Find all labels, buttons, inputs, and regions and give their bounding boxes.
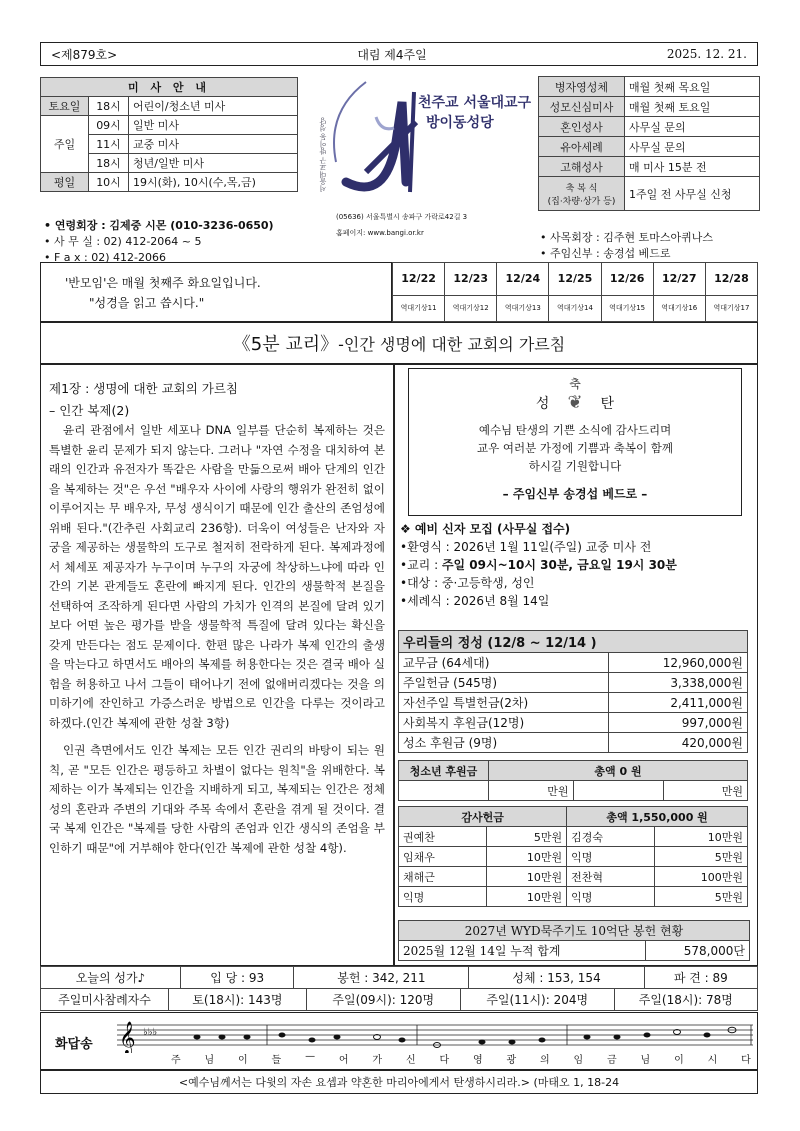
psalm-lyrics: 주 님 이 들 — 어 가 신 다 영 광 의 임 금 님 이 시 다: [171, 1051, 751, 1066]
logo-name-2: 방이동성당: [426, 115, 494, 131]
issue-date: 2025. 12. 21.: [666, 47, 747, 61]
article-subheading: – 인간 복제(2): [49, 403, 130, 418]
catechumen-class: •교리 : 주일 09시~10시 30분, 금요일 19시 30분: [400, 558, 677, 572]
hymn-entrance: 입 당 : 93: [181, 967, 294, 989]
greeting-line-3: 하시길 기원합니다: [528, 459, 622, 473]
reading-books-row: 역대기상11 역대기상12 역대기상13 역대기상14 역대기상15 역대기상16 역대기상17: [393, 295, 758, 321]
contact-info: [44, 218, 302, 266]
music-staff-icon: [117, 1019, 753, 1053]
sacrament-row: 성모신심미사 매월 첫째 토요일: [539, 97, 760, 117]
mass-row: 토요일 18시 어린이/청소년 미사: [41, 97, 298, 116]
donor-row: 권예찬 5만원 김경숙 10만원: [399, 827, 748, 847]
logo-name-1: 천주교 서울대교구: [418, 95, 532, 111]
psalm-label: 화답송: [55, 1037, 93, 1052]
hymn-offertory: 봉헌 : 342, 211: [294, 967, 469, 989]
attendance-label: 주일미사참례자수: [41, 989, 169, 1011]
greeting-tan: 탄: [600, 395, 615, 412]
sacrament-schedule: [538, 76, 760, 211]
article-chapter: 제1장 : 생명에 대한 교회의 가르침: [49, 381, 239, 396]
fax-number: • F a x : 02) 412-2066: [44, 251, 166, 264]
wyd-value: 578,000단: [645, 941, 749, 961]
sacrament-row: 혼인성사 사무실 문의: [539, 117, 760, 137]
title-sub: -인간 생명에 대한 교회의 가르침: [338, 334, 566, 354]
greeting-seong: 성: [535, 395, 550, 412]
mass-row: 11시 교중 미사: [41, 135, 298, 154]
church-emblem-icon: [306, 62, 534, 212]
notice-box: [40, 262, 392, 322]
offering-row: 교무금 (64세대) 12,960,000원: [399, 653, 748, 673]
greeting-signature: – 주임신부 송경섭 베드로 –: [502, 487, 648, 501]
attendance-sun-9: 주일(09시): 120명: [306, 989, 460, 1011]
catechumen-welcome: •환영식 : 2026년 1월 11일(주일) 교중 미사 전: [400, 540, 652, 554]
funeral-head-contact: • 연령회장 : 김제중 시몬 (010-3236-0650): [44, 219, 274, 232]
offering-row: 자선주일 특별헌금(2차) 2,411,000원: [399, 693, 748, 713]
sacrament-row: 유아세례 사무실 문의: [539, 137, 760, 157]
thanksgiving-offering-table: [398, 806, 748, 907]
mass-row: 18시 청년/일반 미사: [41, 154, 298, 173]
attendance-numbers: [40, 988, 758, 1011]
title-main: 《5분 교리》: [232, 334, 339, 355]
gospel-verse: <예수님께서는 다윗의 자손 요셉과 약혼한 마리아에게서 탄생하시리라.> (마태오 1, 18-24: [40, 1070, 758, 1094]
donor-row: 익명 10만원 익명 5만원: [399, 887, 748, 907]
page-title: [40, 322, 758, 364]
catechumen-title: ❖ 예비 신자 모집 (사무실 접수): [400, 522, 571, 536]
wyd-rosary-status: [398, 920, 750, 961]
youth-total: 총액 0 원: [489, 761, 748, 781]
offering-title: 우리들의 정성 (12/8 ~ 12/14 ): [399, 631, 748, 653]
hymn-label: 오늘의 성가♪: [41, 967, 181, 989]
greeting-line-2: 교우 여러분 가정에 기쁨과 축복이 함께: [476, 441, 674, 455]
laurel-icon: ❦: [567, 392, 583, 413]
sacrament-row: 축 복 식 (집·차량·상가 등) 1주일 전 사무실 신청: [539, 177, 760, 211]
hymn-numbers: [40, 966, 758, 989]
youth-offering-table: 청소년 후원금 총액 0 원 만원 만원: [398, 760, 748, 801]
mass-row: 주일 09시 일반 미사: [41, 116, 298, 135]
pastor: • 주임신부 : 송경섭 베드로: [540, 247, 671, 260]
bible-reading-schedule: [392, 262, 758, 322]
parish-address: (05636) 서울특별시 송파구 가락로42길 3: [336, 213, 468, 221]
hymn-communion: 성체 : 153, 154: [469, 967, 644, 989]
sacrament-row: 고해성사 매 미사 15분 전: [539, 157, 760, 177]
notice-line-2: "성경을 읽고 씁시다.": [89, 296, 205, 310]
mass-schedule-title: 미 사 안 내: [41, 78, 298, 97]
offering-row: 주일헌금 (545명) 3,338,000원: [399, 673, 748, 693]
article-paragraph: 인권 측면에서도 인간 복제는 모든 인간 권리의 바탕이 되는 원칙, 곧 "모든 인간은 평등하고 차별이 없다는 원칙"을 위배한다. 복제하는 이가 복제되는 인간을 지배하게 되고, 복제되는 인간은 정체성의 혼란과 주변의 기대와 주목 속에서 혼란을 겪게 될 것이다. 결국 복제 인간은 "복제를 당한 사람의 존엄과 인간 생식의 존엄을 부인하기 때문"에 거부해야 한다(인간 복제에 관한 성찰 4항).: [49, 743, 385, 855]
youth-title: 청소년 후원금: [399, 761, 489, 781]
greeting-line-1: 예수님 탄생의 기쁜 소식에 감사드리며: [478, 423, 672, 437]
thanks-total: 총액 1,550,000 원: [567, 807, 748, 827]
thanks-title: 감사헌금: [399, 807, 567, 827]
mass-row: 평일 10시 19시(화), 10시(수,목,금): [41, 173, 298, 192]
wyd-label: 2025월 12월 14일 누적 합계: [399, 941, 646, 961]
donor-row: 임채우 10만원 익명 5만원: [399, 847, 748, 867]
parish-homepage: 홈페이지: www.bangi.or.kr: [336, 229, 424, 237]
issue-number: <제879호>: [51, 47, 118, 62]
donor-row: 채해근 10만원 전찬혁 100만원: [399, 867, 748, 887]
attendance-sun-18: 주일(18시): 78명: [614, 989, 757, 1011]
article-paragraph: 윤리 관점에서 일반 세포나 DNA 일부를 단순히 복제하는 것은 특별한 윤리 문제가 되지 않는다. 그러나 "자연 수정을 대치하여 본래의 인간과 유전자가 똑같은 사람을 만듦으로써 배아 단계의 인간을 복제하는 것"은 우선 "배우자 사이에 사랑의 행위가 완전히 없이 이루어지는 무 배우자, 무성 생식이기 때문에 인간 출산의 존엄성에 위배 된다."(간추린 사회교리 236항). 더욱이 여성들은 난자와 자궁을 제공하는 생물학의 도구로 철저히 전락하게 된다. 복제과정에서 체세포 제공자가 누구이며 누구의 자궁에 착상하느냐에 따라 인간의 기본 관계들도 혼란에 빠지게 된다. 인간의 생물학적 본질을 선택하여 조작하게 된다면 사람의 가치가 인격의 본질에 달려 있기보다 어떤 높은 평가를 받을 생물학적 특질에 달려 있다는 확신을 갖게 만든다는 점도 문제이다. 한편 많은 나라가 복제 인간의 출생을 막는다고 하면서도 배아의 복제를 허용한다는 것은 결국 배아 실험을 허용하고 나서 그들이 태어나기 전에 없애버리겠다는 것을 의미하기에 잔인하고 가증스러운 방법으로 인간을 다루는 것이라고 하겠다.(인간 복제에 관한 성찰 3항): [49, 423, 385, 730]
christmas-greeting: [408, 368, 742, 516]
hymn-dismissal: 파 견 : 89: [644, 967, 757, 989]
svg-text:𝄞: 𝄞: [119, 1021, 136, 1053]
mass-schedule: [40, 77, 298, 192]
offering-table: [398, 630, 748, 753]
svg-text:♭♭♭: ♭♭♭: [143, 1027, 158, 1038]
council-president: • 사목회장 : 김주현 토마스아퀴나스: [540, 231, 713, 244]
logo-arc-text: 서울대교구 방이동 성당: [319, 117, 327, 192]
responsorial-psalm: [40, 1012, 758, 1070]
offering-row: 성소 후원금 (9명) 420,000원: [399, 733, 748, 753]
catechumen-recruitment: [400, 520, 750, 610]
reading-dates-row: 12/22 12/23 12/24 12/25 12/26 12/27 12/28: [393, 263, 758, 296]
parish-logo: [306, 62, 534, 247]
attendance-sun-11: 주일(11시): 204명: [460, 989, 614, 1011]
attendance-sat: 토(18시): 143명: [169, 989, 307, 1011]
catechumen-target: •대상 : 중·고등학생, 성인: [400, 576, 535, 590]
notice-line-1: '반모임'은 매월 첫째주 화요일입니다.: [65, 276, 261, 290]
office-phone: • 사 무 실 : 02) 412-2064 ~ 5: [44, 235, 202, 248]
parish-officers: [540, 230, 760, 262]
catechumen-baptism: •세례식 : 2026년 8월 14일: [400, 594, 550, 608]
sacrament-row: 병자영성체 매월 첫째 목요일: [539, 77, 760, 97]
wyd-title: 2027년 WYD묵주기도 10억단 봉헌 현황: [399, 921, 750, 941]
greeting-chuk: 축: [569, 377, 581, 391]
article-column: [40, 364, 394, 966]
liturgical-week: 대림 제4주일: [357, 47, 427, 62]
offering-row: 사회복지 후원금(12명) 997,000원: [399, 713, 748, 733]
